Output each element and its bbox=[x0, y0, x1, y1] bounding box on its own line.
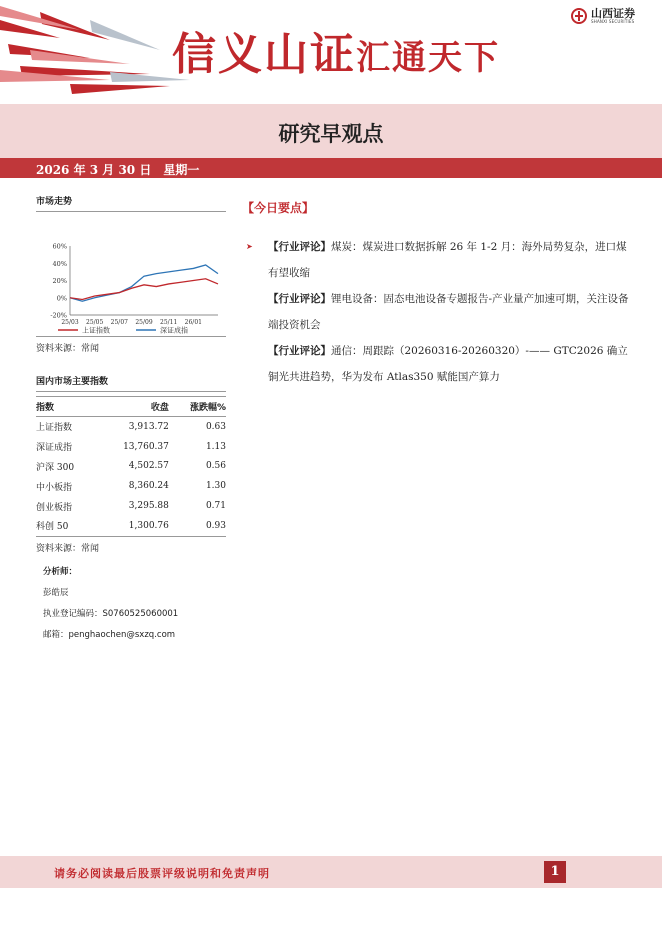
arrow-right-icon: ➤ bbox=[246, 242, 253, 251]
table-row bbox=[36, 476, 226, 496]
index-change: 0.56 bbox=[205, 461, 226, 472]
indices-source: 资料来源：常闻 bbox=[36, 543, 100, 554]
title-band bbox=[0, 104, 662, 158]
page-header bbox=[0, 0, 662, 104]
legend-label: 深证成指 bbox=[160, 326, 188, 335]
y-tick-label: -20% bbox=[50, 311, 67, 320]
left-column bbox=[36, 194, 226, 646]
index-name: 中小板指 bbox=[36, 482, 73, 493]
index-name: 深证成指 bbox=[36, 443, 73, 454]
list-item[interactable] bbox=[242, 338, 632, 390]
table-row bbox=[36, 516, 226, 536]
col-header-close: 收盘 bbox=[96, 397, 169, 417]
table-row bbox=[36, 437, 226, 457]
col-header-change: 涨跌幅% bbox=[169, 397, 226, 417]
index-change: 0.63 bbox=[205, 421, 226, 432]
market-trend-title: 市场走势 bbox=[36, 194, 226, 212]
index-name: 上证指数 bbox=[36, 423, 73, 434]
index-close: 8,360.24 bbox=[128, 481, 169, 492]
index-change: 1.30 bbox=[205, 481, 226, 492]
today-items bbox=[242, 234, 632, 390]
index-name: 科创 50 bbox=[36, 516, 96, 536]
analyst-label: 分析师： bbox=[43, 566, 78, 577]
item-text: 通信：周跟踪（20260316-20260320）-—— GTC2026 确立铜光共进趋势，华为发布 Atlas350 赋能国产算力 bbox=[268, 345, 628, 383]
chart-source: 资料来源：常闻 bbox=[36, 344, 100, 354]
y-tick-label: 20% bbox=[52, 277, 67, 285]
x-tick-label: 25/09 bbox=[135, 319, 153, 326]
item-text: 煤炭：煤炭进口数据拆解 26 年 1-2 月：海外局势复杂，进口煤有望收缩 bbox=[268, 241, 627, 279]
report-date: 2026 年 3 月 30 日 星期一 bbox=[36, 163, 200, 177]
indices-table bbox=[36, 396, 226, 537]
y-tick-label: 0% bbox=[56, 294, 67, 303]
page-footer bbox=[0, 856, 662, 888]
trend-chart-svg bbox=[36, 212, 226, 336]
item-tag: 【行业评论】 bbox=[268, 345, 331, 357]
index-close: 13,760.37 bbox=[123, 441, 169, 452]
today-heading: 【今日要点】 bbox=[242, 201, 315, 215]
series-line bbox=[70, 265, 218, 301]
table-row bbox=[36, 457, 226, 477]
logo-mark-icon bbox=[571, 8, 587, 24]
index-close: 3,913.72 bbox=[128, 421, 169, 432]
x-tick-label: 25/05 bbox=[86, 319, 104, 326]
x-tick-label: 25/07 bbox=[110, 319, 128, 326]
brand-slogan bbox=[172, 18, 500, 82]
item-tag: 【行业评论】 bbox=[268, 293, 331, 305]
right-column bbox=[242, 199, 632, 390]
table-row bbox=[36, 417, 226, 437]
market-trend-chart bbox=[36, 212, 226, 337]
table-row bbox=[36, 496, 226, 516]
index-close: 4,502.57 bbox=[128, 461, 169, 472]
analyst-block bbox=[36, 562, 226, 646]
x-tick-label: 25/03 bbox=[61, 319, 79, 326]
slogan-tail: 汇通天下 bbox=[356, 38, 500, 78]
analyst-license: 执业登记编码：S0760525060001 bbox=[43, 608, 179, 619]
page-title: 研究早观点 bbox=[278, 122, 384, 146]
legend-label: 上证指数 bbox=[82, 326, 110, 335]
company-logo bbox=[571, 8, 635, 24]
list-item[interactable] bbox=[242, 286, 632, 338]
indices-header-row bbox=[36, 397, 226, 417]
y-tick-label: 40% bbox=[52, 259, 67, 268]
disclaimer-note: 请务必阅读最后股票评级说明和免责声明 bbox=[54, 867, 270, 880]
logo-subtitle: SHANXI SECURITIES bbox=[591, 19, 635, 24]
analyst-name: 彭皓辰 bbox=[43, 587, 69, 598]
indices-title: 国内市场主要指数 bbox=[36, 374, 226, 392]
index-close: 1,300.76 bbox=[96, 516, 169, 536]
series-line bbox=[70, 279, 218, 300]
list-item[interactable] bbox=[242, 234, 632, 286]
index-change: 1.13 bbox=[205, 441, 226, 452]
x-tick-label: 25/11 bbox=[160, 319, 178, 326]
logo-name: 山西证券 bbox=[591, 7, 635, 20]
index-close: 3,295.88 bbox=[128, 501, 169, 512]
item-text: 锂电设备：固态电池设备专题报告-产业量产加速可期，关注设备端投资机会 bbox=[268, 293, 629, 331]
item-tag: 【行业评论】 bbox=[268, 241, 331, 253]
x-tick-label: 26/01 bbox=[184, 319, 202, 326]
slogan-main: 信义山证 bbox=[172, 29, 356, 80]
index-name: 创业板指 bbox=[36, 502, 73, 513]
col-header-index: 指数 bbox=[36, 397, 96, 417]
index-change: 0.71 bbox=[205, 501, 226, 512]
page-number: 1 bbox=[544, 861, 566, 883]
index-change: 0.93 bbox=[169, 516, 226, 536]
index-name: 沪深 300 bbox=[36, 462, 75, 473]
date-bar bbox=[0, 158, 662, 178]
brand-banner-graphic bbox=[0, 0, 200, 104]
analyst-email: 邮箱：penghaochen@sxzq.com bbox=[43, 629, 176, 640]
y-tick-label: 60% bbox=[52, 242, 67, 251]
